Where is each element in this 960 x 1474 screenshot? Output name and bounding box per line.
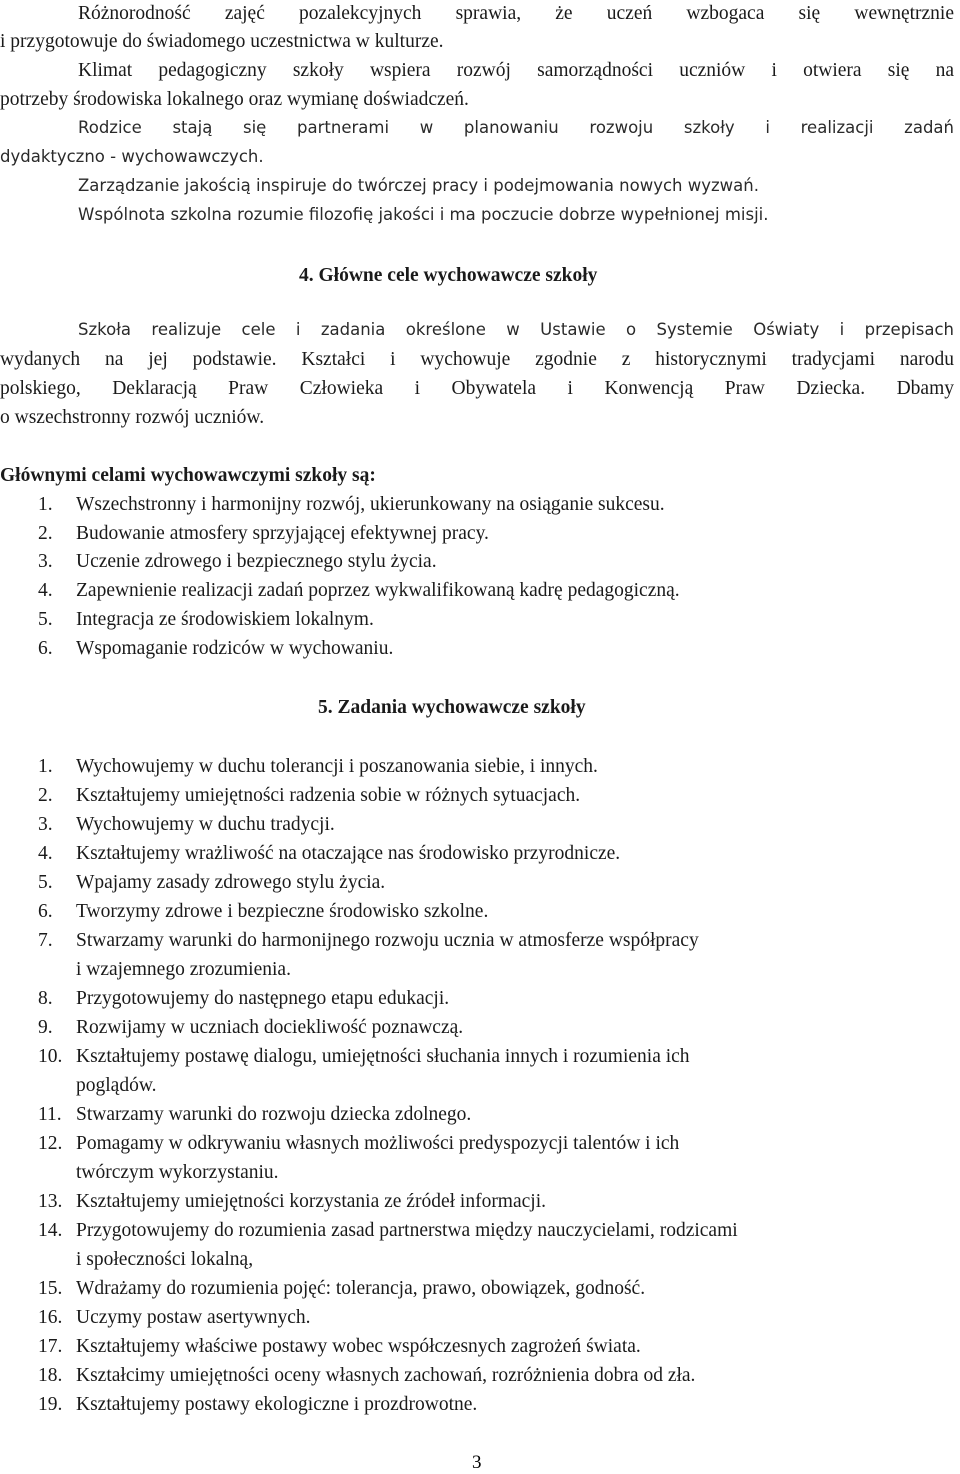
task-text: Uczymy postaw asertywnych. <box>76 1307 311 1328</box>
task-text-cont: poglądów. <box>76 1075 157 1096</box>
intro-p1-line2: i przygotowuje do świadomego uczestnictwa w kulturze. <box>0 31 444 52</box>
goal-text: Budowanie atmosfery sprzyjającej efektywnej pracy. <box>76 523 489 544</box>
task-number: 15. <box>38 1278 63 1299</box>
task-text: Przygotowujemy do rozumienia zasad partnerstwa między nauczycielami, rodzicami <box>76 1220 738 1241</box>
task-text: Kształtujemy umiejętności korzystania ze źródeł informacji. <box>76 1191 546 1212</box>
intro-p1-line1: Różnorodność zajęć pozalekcyjnych sprawia, że uczeń wzbogaca się wewnętrznie <box>78 3 954 24</box>
goal-text: Zapewnienie realizacji zadań poprzez wykwalifikowaną kadrę pedagogiczną. <box>76 580 680 601</box>
task-number: 7. <box>38 930 53 951</box>
goal-number: 3. <box>38 551 53 572</box>
task-text: Kształtujemy postawy ekologiczne i prozdrowotne. <box>76 1394 478 1415</box>
section4-para-line1: Szkoła realizuje cele i zadania określone w Ustawie o Systemie Oświaty i przepisach <box>78 320 954 339</box>
task-text: Tworzymy zdrowe i bezpieczne środowisko szkolne. <box>76 901 489 922</box>
task-text: Wychowujemy w duchu tradycji. <box>76 814 335 835</box>
task-text-cont: twórczym wykorzystaniu. <box>76 1162 279 1183</box>
intro-p5: Wspólnota szkolna rozumie filozofię jakości i ma poczucie dobrze wypełnionej misji. <box>78 205 769 224</box>
task-text: Stwarzamy warunki do rozwoju dziecka zdolnego. <box>76 1104 472 1125</box>
task-text-cont: i wzajemnego zrozumienia. <box>76 959 291 980</box>
intro-p3-line2: dydaktyczno - wychowawczych. <box>0 147 264 166</box>
goal-number: 4. <box>38 580 53 601</box>
task-text: Przygotowujemy do następnego etapu edukacji. <box>76 988 450 1009</box>
goal-number: 2. <box>38 523 53 544</box>
task-number: 3. <box>38 814 53 835</box>
task-text: Wychowujemy w duchu tolerancji i poszanowania siebie, i innych. <box>76 756 598 777</box>
intro-p3-line1: Rodzice stają się partnerami w planowaniu rozwoju szkoły i realizacji zadań <box>78 118 954 137</box>
page-number: 3 <box>472 1452 482 1473</box>
intro-p2-line1: Klimat pedagogiczny szkoły wspiera rozwój samorządności uczniów i otwiera się na <box>78 60 954 81</box>
goals-heading: Głównymi celami wychowawczymi szkoły są: <box>0 465 376 486</box>
task-text: Rozwijamy w uczniach dociekliwość poznawczą. <box>76 1017 464 1038</box>
task-number: 8. <box>38 988 53 1009</box>
section5-heading: 5. Zadania wychowawcze szkoły <box>318 697 586 718</box>
goal-number: 1. <box>38 494 53 515</box>
section4-para-line2: wydanych na jej podstawie. Kształci i wychowuje zgodnie z historycznymi tradycjami narodu <box>0 349 954 370</box>
task-text: Kształtujemy właściwe postawy wobec współczesnych zagrożeń świata. <box>76 1336 641 1357</box>
goal-text: Wspomaganie rodziców w wychowaniu. <box>76 638 394 659</box>
goal-text: Integracja ze środowiskiem lokalnym. <box>76 609 374 630</box>
task-number: 5. <box>38 872 53 893</box>
goal-text: Wszechstronny i harmonijny rozwój, ukierunkowany na osiąganie sukcesu. <box>76 494 665 515</box>
task-text: Kształcimy umiejętności oceny własnych zachowań, rozróżnienia dobra od zła. <box>76 1365 696 1386</box>
task-number: 9. <box>38 1017 53 1038</box>
goal-text: Uczenie zdrowego i bezpiecznego stylu życia. <box>76 551 437 572</box>
task-text: Wpajamy zasady zdrowego stylu życia. <box>76 872 386 893</box>
section4-heading: 4. Główne cele wychowawcze szkoły <box>299 265 598 286</box>
task-number: 12. <box>38 1133 63 1154</box>
task-number: 13. <box>38 1191 63 1212</box>
task-number: 19. <box>38 1394 63 1415</box>
task-number: 2. <box>38 785 53 806</box>
intro-p4: Zarządzanie jakością inspiruje do twórczej pracy i podejmowania nowych wyzwań. <box>78 176 759 195</box>
intro-p2-line2: potrzeby środowiska lokalnego oraz wymianę doświadczeń. <box>0 89 469 110</box>
task-text: Stwarzamy warunki do harmonijnego rozwoju ucznia w atmosferze współpracy <box>76 930 699 951</box>
task-text: Kształtujemy umiejętności radzenia sobie w różnych sytuacjach. <box>76 785 581 806</box>
goal-number: 5. <box>38 609 53 630</box>
task-number: 14. <box>38 1220 63 1241</box>
task-number: 18. <box>38 1365 63 1386</box>
goal-number: 6. <box>38 638 53 659</box>
task-number: 17. <box>38 1336 63 1357</box>
task-number: 4. <box>38 843 53 864</box>
task-text: Wdrażamy do rozumienia pojęć: tolerancja, prawo, obowiązek, godność. <box>76 1278 646 1299</box>
task-text: Kształtujemy wrażliwość na otaczające nas środowisko przyrodnicze. <box>76 843 621 864</box>
section4-para-line4: o wszechstronny rozwój uczniów. <box>0 407 265 428</box>
task-text-cont: i społeczności lokalną, <box>76 1249 254 1270</box>
task-number: 1. <box>38 756 53 777</box>
section4-para-line3: polskiego, Deklaracją Praw Człowieka i Obywatela i Konwencją Praw Dziecka. Dbamy <box>0 378 954 399</box>
task-text: Pomagamy w odkrywaniu własnych możliwości predyspozycji talentów i ich <box>76 1133 680 1154</box>
task-number: 10. <box>38 1046 63 1067</box>
task-number: 6. <box>38 901 53 922</box>
task-number: 11. <box>38 1104 62 1125</box>
task-number: 16. <box>38 1307 63 1328</box>
task-text: Kształtujemy postawę dialogu, umiejętności słuchania innych i rozumienia ich <box>76 1046 690 1067</box>
